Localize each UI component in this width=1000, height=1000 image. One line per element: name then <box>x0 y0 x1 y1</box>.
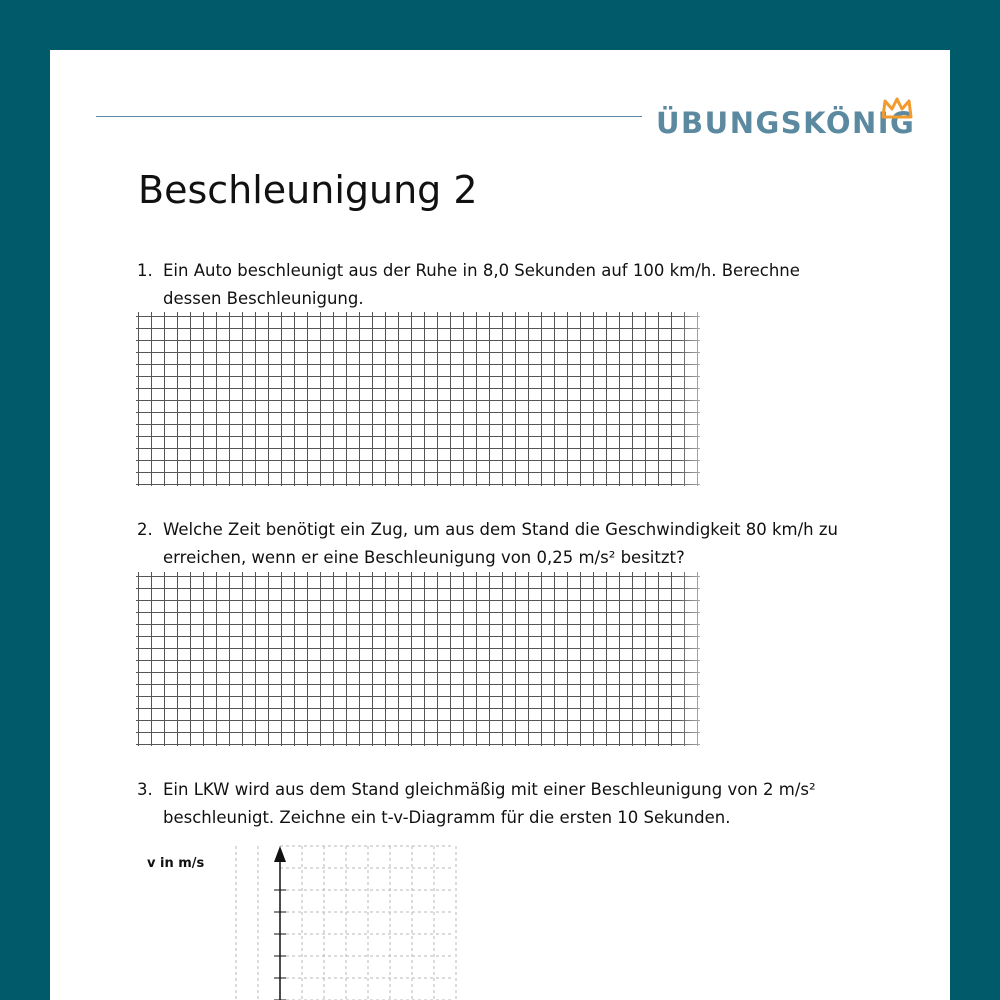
task-text-line: dessen Beschleunigung. <box>163 289 364 308</box>
worksheet-title: Beschleunigung 2 <box>138 168 478 212</box>
task-text-line: Ein LKW wird aus dem Stand gleichmäßig mit einer Beschleunigung von 2 m/s² <box>163 780 816 799</box>
y-axis-arrow-icon <box>274 846 286 862</box>
task-number: 1. <box>137 261 153 280</box>
answer-grid <box>136 312 700 486</box>
y-axis <box>274 846 286 1000</box>
answer-grid <box>136 572 700 746</box>
crown-icon <box>880 97 914 121</box>
task-text-line: erreichen, wenn er eine Beschleunigung von 0,25 m/s² besitzt? <box>163 548 685 567</box>
brand-logo-text: ÜBUNGSKÖNIG <box>656 106 916 140</box>
task-text-line: Ein Auto beschleunigt aus der Ruhe in 8,0 Sekunden auf 100 km/h. Berechne <box>163 261 800 280</box>
header-rule <box>96 116 642 117</box>
task-number: 2. <box>137 520 153 539</box>
task-number: 3. <box>137 780 153 799</box>
y-axis-label: v in m/s <box>147 856 205 871</box>
diagram-grid <box>236 846 456 1000</box>
task-text-line: Welche Zeit benötigt ein Zug, um aus dem Stand die Geschwindigkeit 80 km/h zu <box>163 520 838 539</box>
task-text-line: beschleunigt. Zeichne ein t-v-Diagramm für die ersten 10 Sekunden. <box>163 808 731 827</box>
worksheet-page <box>50 50 950 1000</box>
